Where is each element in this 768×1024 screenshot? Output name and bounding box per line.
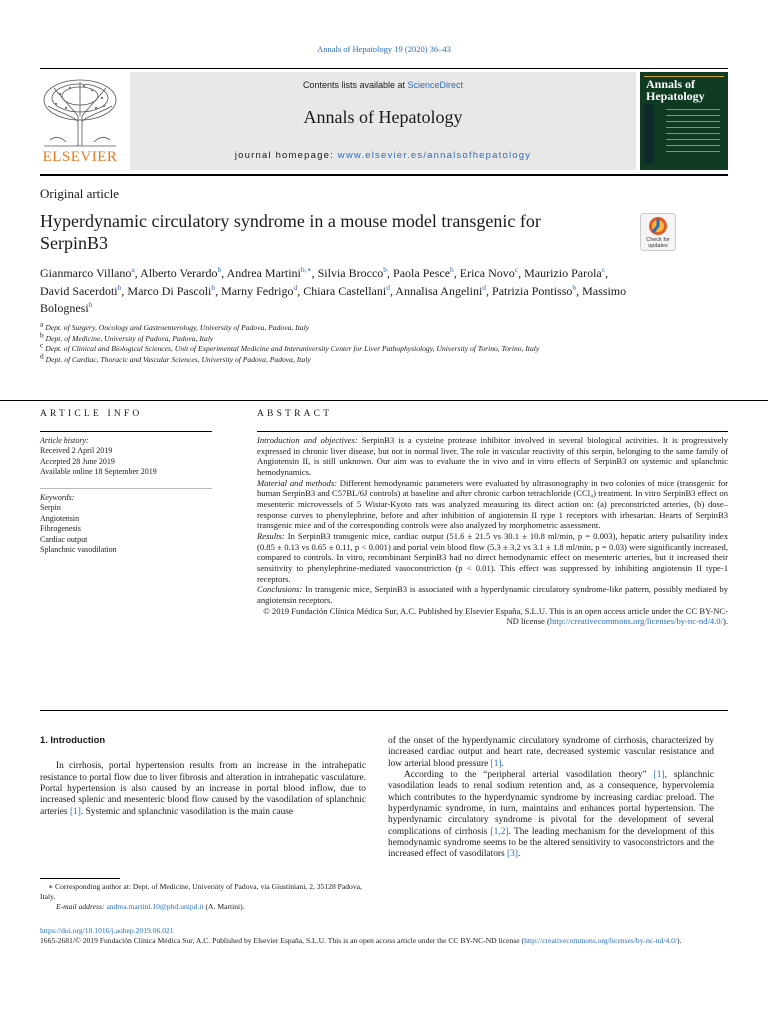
author-separator: ,	[221, 266, 227, 280]
abstract-introduction	[257, 435, 728, 478]
author[interactable]	[40, 284, 127, 298]
author[interactable]	[395, 284, 492, 298]
footnotes	[40, 882, 366, 913]
author[interactable]	[492, 284, 582, 298]
issn-line	[40, 936, 728, 946]
affiliation	[40, 319, 640, 334]
issn-end: ).	[677, 936, 682, 946]
intro-p1-text-end: . Systemic and splanchnic vasodilation is the main cause	[80, 806, 294, 817]
author-affiliation-marker[interactable]: b	[117, 282, 122, 292]
introduction-heading: 1. Introduction	[40, 734, 106, 745]
abstract-copyright	[257, 606, 728, 627]
author-name[interactable]: Chiara Castellani	[303, 283, 387, 298]
running-head[interactable]: Annals of Hepatology 19 (2020) 36–43	[317, 44, 451, 54]
keyword: Fibrogenesis	[40, 524, 81, 534]
author-separator: ,	[311, 266, 318, 280]
reference-link[interactable]: [3]	[507, 849, 518, 860]
author-list	[40, 265, 640, 318]
right-p1-end: .	[501, 758, 504, 769]
history-item: Available online 18 September 2019	[40, 467, 157, 477]
author-separator: ,	[121, 283, 128, 298]
author-name[interactable]: Marco Di Pascoli	[127, 283, 212, 298]
license-link[interactable]: http://creativecommons.org/licenses/by-nc-nd/4.0/	[549, 616, 723, 627]
right-p2-text-c: . The leading mechanism for the development of this hemodynamic syndrome seems to be the altered sensitivity to vasoconstrictors and the increased effect of vasodilators	[388, 826, 714, 860]
author-name[interactable]: Patrizia Pontisso	[492, 283, 573, 298]
article-history	[40, 436, 212, 478]
sciencedirect-link[interactable]: ScienceDirect	[407, 80, 464, 90]
contents-prefix: Contents lists available at	[302, 80, 405, 90]
author-name[interactable]: Paola Pesce	[393, 266, 451, 280]
affiliation-text: Dept. of Medicine, University of Padova, Padova, Italy	[45, 333, 214, 343]
author[interactable]	[318, 266, 393, 280]
author-separator: ,	[453, 266, 460, 280]
author[interactable]	[40, 266, 140, 280]
history-item: Accepted 28 June 2019	[40, 456, 115, 466]
author-affiliation-marker[interactable]: b	[88, 300, 93, 309]
abstract-results-text: In SerpinB3 transgenic mice, cardiac output (51.6 ± 21.5 vs 30.1 ± 10.8 ml/min, p = 0.003), hepatic artery pulsatility index (0.85 ± 0.13 vs 0.65 ± 0.11, p < 0.001) and portal vein blood flow (5.3 ± 3.2 vs 3.1 ± 1.8 ml/min, p = 0.03) were significantly increased, compared to controls. In vitro, recombinant SerpinB3 had no direct hemodynamic effect on mesenteric arteries, but it increased their sensitivity to phenylephrine-mediated vasoconstriction (p < 0.01). This effect was suppressed by inhibiting angiotensin II type-1 receptors.	[257, 530, 728, 584]
affiliation	[40, 330, 640, 345]
email-link[interactable]: andrea.martini.10@phd.unipd.it	[106, 902, 204, 912]
abstract-intro-label: Introduction and objectives:	[257, 435, 358, 445]
email-line	[40, 902, 366, 912]
author-name[interactable]: Andrea Martini	[226, 266, 301, 280]
article-info-heading: ARTICLE INFO	[40, 409, 143, 419]
right-paragraph-2	[388, 770, 714, 861]
author-name[interactable]: Erica Novo	[459, 266, 515, 280]
copyright-end: ).	[722, 616, 728, 627]
abstract-results	[257, 531, 728, 584]
author-separator: ,	[576, 283, 583, 298]
author-name[interactable]: Alberto Verardo	[140, 266, 218, 280]
doi-license-link[interactable]: http://creativecommons.org/licenses/by-nc-nd/4.0/	[524, 936, 678, 946]
journal-name: Annals of Hepatology	[303, 107, 463, 127]
footnote-rule	[40, 878, 120, 879]
doi-block	[40, 926, 728, 946]
author[interactable]	[221, 284, 303, 298]
author[interactable]	[127, 284, 221, 298]
author-affiliation-marker[interactable]: d	[386, 282, 390, 292]
author-separator: ,	[387, 266, 394, 280]
author[interactable]	[460, 266, 524, 280]
article-title: Hyperdynamic circulatory syndrome in a mouse model transgenic for SerpinB3	[40, 211, 541, 253]
abstract-methods-text: Different hemodynamic parameters were evaluated by ultrasonography in two colonies of mice (transgenic for human SerpinB3 and C57BL/6J controls) at baseline and after chronic carbon tetrachloride (CCl₄) treatment. In vitro SerpinB3 effect on mesenteric microvessels of 5 Wistar-Kyoto rats was analyzed measuring its direct action on: (a) preconstricted arteries, (b) dose–response curves to phenylephrine, before and after inhibition of angiotensin II type 1 receptors with irbesartan. Hearts of SerpinB3 transgenic mice and of the corresponding controls were also analyzed by morphometric assessment.	[257, 477, 728, 531]
body-right-column	[388, 736, 714, 861]
email-suffix: (A. Martini).	[203, 902, 245, 912]
affiliation	[40, 340, 640, 355]
author-separator: ,	[486, 283, 493, 298]
author-separator: ,	[215, 283, 222, 298]
author-affiliation-marker[interactable]: b	[572, 282, 577, 292]
author-name[interactable]: Maurizio Parola	[524, 266, 602, 280]
publisher-wordmark: ELSEVIER	[42, 149, 118, 165]
affiliation-marker: d	[40, 351, 44, 361]
check-for-updates-label: Check for updates	[646, 237, 670, 249]
author-separator: ,	[389, 283, 396, 298]
contents-line	[130, 80, 636, 90]
abstract-methods	[257, 478, 728, 531]
author[interactable]	[140, 266, 227, 280]
author-name[interactable]: Massimo Bolognesi	[40, 283, 627, 315]
author-separator: ,	[605, 266, 609, 280]
abstract-conclusions-text: In transgenic mice, SerpinB3 is associated with a hyperdynamic circulatory syndrome-like pattern, possibly mediated by angiotensin receptors.	[257, 584, 728, 605]
author-affiliation-marker[interactable]: c	[514, 265, 519, 274]
cover-brand: Annals of Hepatology	[646, 77, 705, 103]
section-rule	[0, 400, 768, 401]
author[interactable]	[393, 266, 460, 280]
abstract-body	[257, 435, 728, 627]
author-affiliation-marker[interactable]: b,∗	[300, 265, 312, 274]
intro-paragraph-1	[40, 761, 366, 818]
author-affiliation-marker[interactable]: b	[211, 282, 216, 292]
affiliations	[40, 319, 640, 365]
author-name[interactable]: David Sacerdoti	[40, 283, 118, 298]
keyword: Splanchnic vasodilation	[40, 545, 117, 555]
keyword: Serpin	[40, 503, 61, 513]
article-info-rule	[40, 431, 212, 432]
body-left-column	[40, 734, 366, 818]
author-separator: ,	[518, 266, 525, 280]
author-affiliation-marker[interactable]: c	[601, 265, 606, 274]
keywords-label: Keywords:	[40, 493, 75, 502]
affiliation-text: Dept. of Cardiac, Thoracic and Vascular Sciences, University of Padova, Padova, Italy	[45, 354, 311, 364]
intro-p1-text: In cirrhosis, portal hypertension results from an increase in the intrahepatic resistance to portal flow due to liver fibrosis and alteration in intrahepatic vasculature. Portal hypertension is also caused by an increase in portal blood inflow, due to increased splenic and mesenteric blood flow caused by the vasodilation of splanchnic arteries	[40, 761, 366, 817]
abstract-heading: ABSTRACT	[257, 409, 333, 419]
right-p1-text: of the onset of the hyperdynamic circulatory syndrome of cirrhosis, characterized by increased cardiac output and heart rate, decreased systemic vascular resistance and low arterial blood pressure	[388, 736, 714, 769]
author-affiliation-marker[interactable]: d	[293, 282, 298, 292]
check-for-updates-badge[interactable]	[640, 213, 676, 251]
homepage-line	[130, 150, 636, 161]
abstract-methods-label: Material and methods:	[257, 477, 338, 488]
affiliation-marker: a	[40, 319, 44, 329]
author-separator: ,	[134, 266, 141, 280]
keyword: Cardiac output	[40, 534, 88, 544]
keywords-rule	[40, 488, 212, 489]
affiliation-marker: c	[40, 340, 44, 350]
affiliation-text: Dept. of Clinical and Biological Sciences, Unit of Experimental Medicine and Interuniversity Center for Liver Pathophysiology, University of Torino, Torino, Italy	[45, 344, 540, 354]
reference-link[interactable]: [1,2]	[490, 826, 509, 837]
author[interactable]	[227, 266, 318, 280]
reference-link[interactable]: [1]	[653, 770, 665, 781]
keywords-block	[40, 493, 212, 555]
author[interactable]	[303, 284, 395, 298]
abstract-bottom-rule	[40, 710, 728, 711]
homepage-prefix: journal homepage:	[234, 150, 334, 161]
right-paragraph-1	[388, 736, 714, 770]
keyword: Angiotensin	[40, 513, 80, 523]
abstract-results-label: Results:	[257, 530, 285, 541]
email-label: E-mail address:	[56, 902, 105, 912]
author-affiliation-marker[interactable]: b	[217, 265, 222, 274]
author-affiliation-marker[interactable]: d	[482, 282, 487, 292]
right-p2-text: According to the “peripheral arterial vasodilation theory”	[404, 770, 654, 781]
issn-text: 1665-2681/© 2019 Fundación Clínica Médica Sur, A.C. Published by Elsevier España, S.L.U. This is an open access article under the CC BY-NC-ND license (	[40, 936, 525, 946]
affiliation-text: Dept. of Surgery, Oncology and Gastroenterology, University of Padova, Padova, Italy	[45, 323, 310, 332]
reference-link[interactable]: [1]	[490, 758, 502, 769]
copyright-text: © 2019 Fundación Clínica Médica Sur, A.C. Published by Elsevier España, S.L.U. This is an open access article under the CC BY-NC-ND license (	[263, 605, 728, 627]
author-affiliation-marker[interactable]: b	[450, 265, 454, 274]
banner-bottom-rule	[40, 174, 728, 176]
right-p2-end: .	[517, 849, 521, 860]
journal-cover-image	[640, 72, 728, 170]
author[interactable]	[524, 266, 608, 280]
author-separator: ,	[297, 283, 304, 298]
abstract-conclusions	[257, 584, 728, 605]
author-name[interactable]: Gianmarco Villano	[40, 266, 132, 280]
abstract-rule	[257, 431, 728, 432]
homepage-link[interactable]: www.elsevier.es/annalsofhepatology	[337, 150, 532, 161]
history-item: Received 2 April 2019	[40, 446, 113, 456]
author-name[interactable]: Silvia Brocco	[317, 266, 384, 280]
affiliation-marker: b	[40, 330, 44, 340]
author-name[interactable]: Marny Fedrigo	[221, 283, 294, 298]
corresponding-author-note: ∗ Corresponding author at: Dept. of Medicine, University of Padova, via Giustiniani, 2, 35128 Padova, Italy.	[40, 882, 362, 902]
reference-link[interactable]: [1]	[69, 806, 81, 817]
author-name[interactable]: Annalisa Angelini	[395, 283, 483, 298]
abstract-conclusions-label: Conclusions:	[257, 584, 303, 595]
banner-top-rule	[40, 68, 728, 69]
history-label: Article history:	[40, 436, 89, 445]
author-affiliation-marker[interactable]: a	[131, 265, 135, 274]
abstract-intro-text: SerpinB3 is a cysteine protease inhibitor involved in several biological activities. It is progressively expressed in chronic liver disease, but not in normal liver. The role in vascular reactivity of this serpin, belonging to the same family of Angiotensin II, is still unknown. Our aim was to evaluate the in vivo and in vitro effects of SerpinB3 on systemic and splanchnic hemodynamics.	[257, 435, 728, 477]
affiliation	[40, 351, 640, 366]
author-affiliation-marker[interactable]: b	[383, 265, 388, 274]
article-type: Original article	[40, 186, 120, 201]
doi-link[interactable]: https://doi.org/10.1016/j.aohep.2019.06.021	[40, 926, 174, 935]
right-p2-text-b: , splanchnic vasodilation leads to renal sodium retention and, as a consequence, hypervolemia which contributes to the hyperdynamic syndrome by increasing cardiac preload. The hyperdynamic syndrome, in turn, maintains and enhances portal hypertension. The hyperdynamic circulatory syndrome is pivotal for the development of several complications of cirrhosis	[388, 770, 714, 837]
